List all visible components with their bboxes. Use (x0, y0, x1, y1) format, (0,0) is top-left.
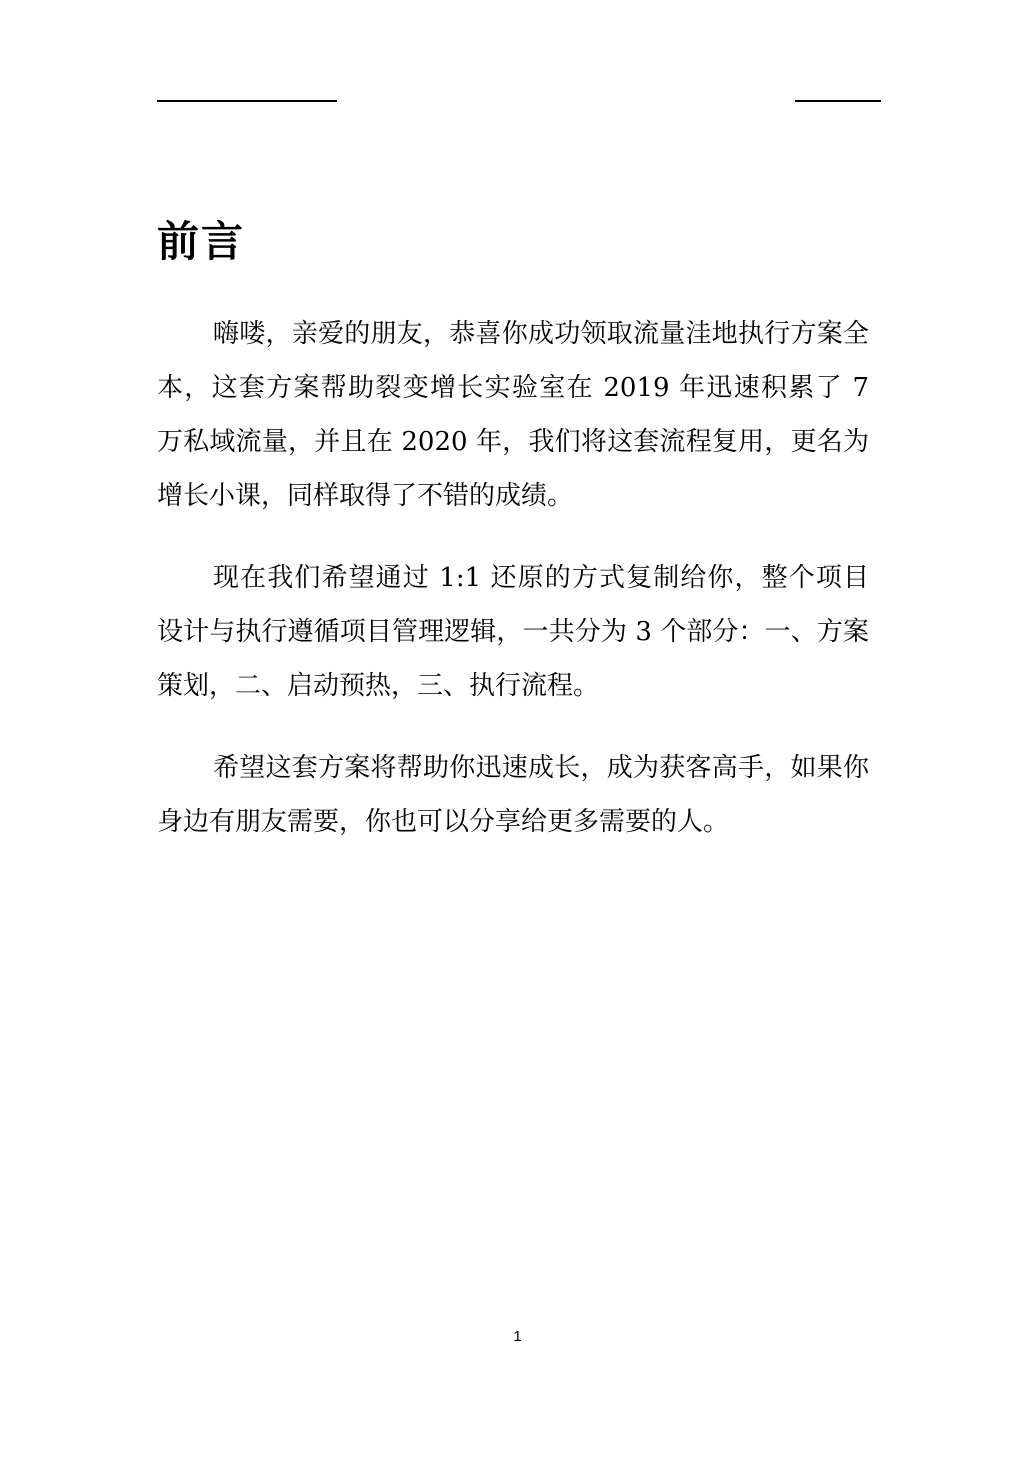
paragraph-intro: 嗨喽，亲爱的朋友，恭喜你成功领取流量洼地执行方案全本，这套方案帮助裂变增长实验室在 2019 年迅速积累了 7 万私域流量，并且在 2020 年，我们将这套流程复用，更名为增长小课，同样取得了不错的成绩。 (157, 319, 869, 511)
paragraph-closing: 希望这套方案将帮助你迅速成长，成为获客高手，如果你身边有朋友需要，你也可以分享给更多需要的人。 (157, 753, 869, 837)
paragraph-structure: 现在我们希望通过 1:1 还原的方式复制给你，整个项目设计与执行遵循项目管理逻辑，一共分为 3 个部分：一、方案策划，二、启动预热，三、执行流程。 (157, 563, 869, 701)
page-title: 前言 (157, 217, 246, 266)
header-rule-right (795, 100, 881, 102)
page-number: 1 (513, 1328, 522, 1345)
body-text (157, 307, 869, 877)
header-rule-left (157, 100, 337, 102)
